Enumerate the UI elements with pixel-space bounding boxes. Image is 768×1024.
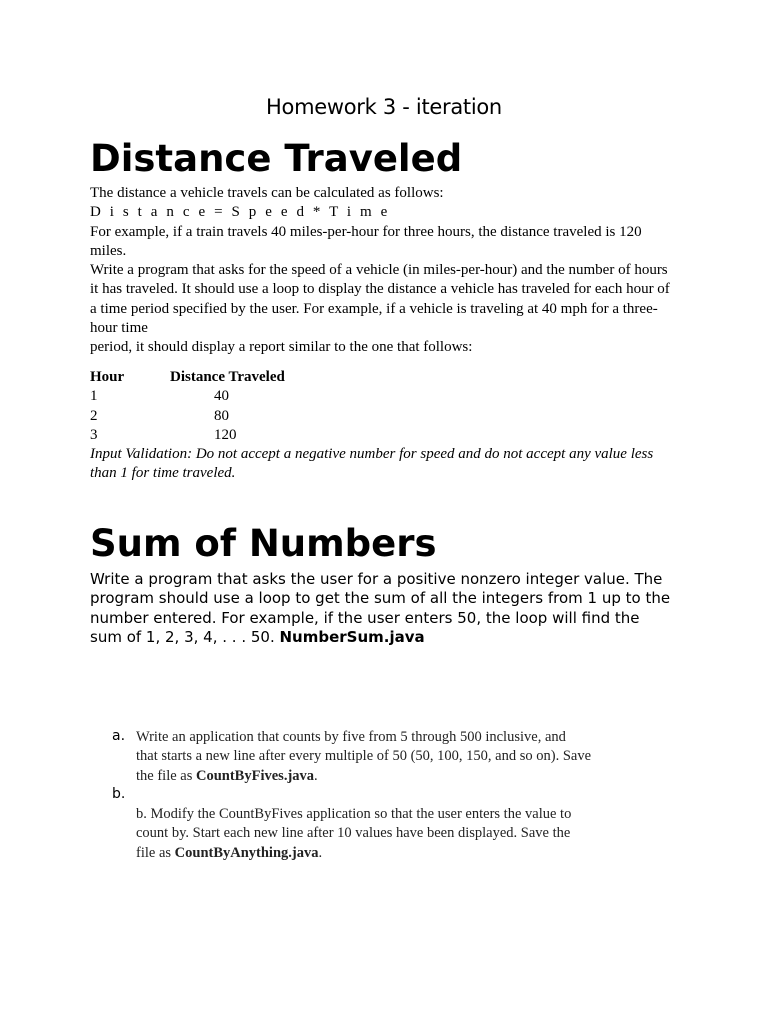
body-line: Write a program that asks for the speed of a vehicle (in miles-per-hour) and the number of hours <box>90 262 668 279</box>
formula-line: D i s t a n c e = S p e e d * T i m e <box>90 204 390 221</box>
list-item-b <box>136 805 626 863</box>
document-title: Homework 3 - iteration <box>266 95 502 119</box>
sum-of-numbers-body <box>90 570 690 647</box>
list-item-line: Write an application that counts by five from 5 through 500 inclusive, and <box>136 729 566 745</box>
table-header-distance: Distance Traveled <box>170 369 285 385</box>
table-header-hour: Hour <box>90 369 125 385</box>
table-cell-distance: 80 <box>214 407 229 424</box>
body-line: miles. <box>90 242 127 259</box>
body-text: sum of 1, 2, 3, 4, . . . 50. <box>90 627 280 646</box>
exercise-list <box>112 728 632 868</box>
validation-line: Input Validation: Do not accept a negative number for speed and do not accept any value less <box>90 446 654 462</box>
filename-numbersum: NumberSum.java <box>279 627 425 646</box>
body-line: number entered. For example, if the user enters 50, the loop will find the <box>90 608 640 627</box>
validation-line: than 1 for time traveled. <box>90 465 236 482</box>
body-line: Write a program that asks the user for a positive nonzero integer value. The <box>90 570 663 588</box>
input-validation-note <box>90 445 680 484</box>
distance-traveled-body <box>90 184 680 358</box>
list-marker-b: b. <box>112 786 126 802</box>
body-line: program should use a loop to get the sum of all the integers from 1 up to the <box>90 589 671 608</box>
table-row <box>90 387 680 406</box>
body-line: period, it should display a report similar to the one that follows: <box>90 339 473 356</box>
table-header-row <box>90 368 680 387</box>
table-cell-distance: 40 <box>214 388 229 405</box>
list-marker-a: a. <box>112 728 126 744</box>
table-row <box>90 426 680 445</box>
list-item-text: . <box>318 844 323 861</box>
list-item-text: the file as <box>136 767 196 784</box>
list-item-line: b. Modify the CountByFives application so that the user enters the value to <box>136 806 572 822</box>
list-item-text: . <box>314 767 318 784</box>
list-item-line: that starts a new line after every multiple of 50 (50, 100, 150, and so on). Save <box>136 748 592 765</box>
list-item-text: file as <box>136 844 175 861</box>
section-heading-sum-of-numbers: Sum of Numbers <box>90 522 437 565</box>
list-item-line <box>136 767 626 786</box>
body-line: it has traveled. It should use a loop to display the distance a vehicle has traveled for each hour of <box>90 281 670 298</box>
table-cell-hour: 3 <box>90 426 98 443</box>
table-cell-distance: 120 <box>214 426 237 443</box>
list-item-a <box>136 728 626 786</box>
filename-countbyfives: CountByFives.java <box>196 767 315 784</box>
body-line: hour time <box>90 320 148 337</box>
body-line <box>90 628 690 647</box>
body-line: The distance a vehicle travels can be calculated as follows: <box>90 185 444 201</box>
table-row <box>90 407 680 426</box>
body-line: a time period specified by the user. For example, if a vehicle is traveling at 40 mph for a three- <box>90 300 658 317</box>
table-cell-hour: 2 <box>90 407 98 424</box>
filename-countbyanything: CountByAnything.java <box>174 844 319 861</box>
table-cell-hour: 1 <box>90 388 98 405</box>
distance-table <box>90 368 680 445</box>
list-item-line: count by. Start each new line after 10 values have been displayed. Save the <box>136 825 571 842</box>
list-item-line <box>136 844 626 863</box>
body-line: For example, if a train travels 40 miles-per-hour for three hours, the distance traveled is 120 <box>90 223 642 240</box>
section-heading-distance-traveled: Distance Traveled <box>90 137 463 180</box>
